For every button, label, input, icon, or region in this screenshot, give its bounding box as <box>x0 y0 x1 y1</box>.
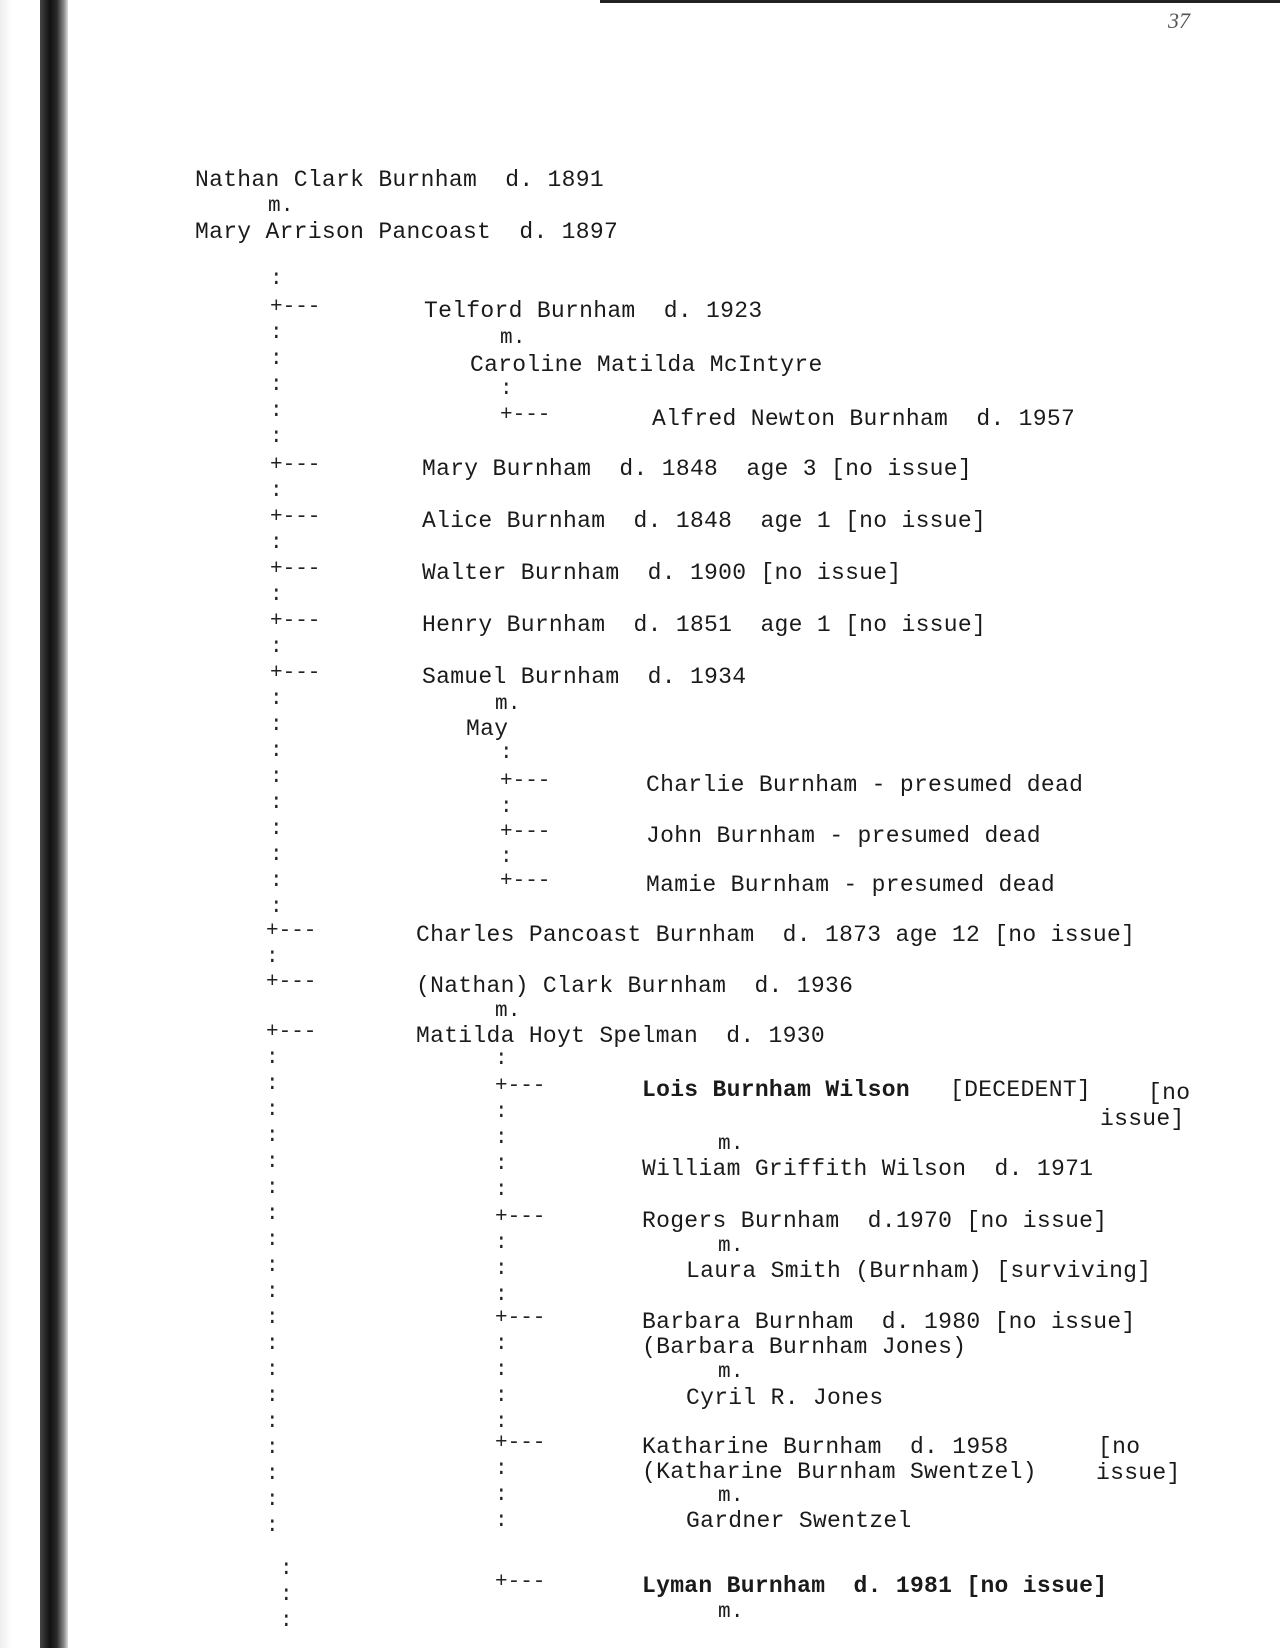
genealogy-entry: Gardner Swentzel <box>686 1508 912 1534</box>
tree-connector-dots: : <box>495 1359 508 1382</box>
tree-connector-dots: : <box>270 844 283 867</box>
genealogy-entry: Rogers Burnham d.1970 [no issue] <box>642 1208 1108 1234</box>
genealogy-entry: Nathan Clark Burnham d. 1891 <box>195 167 604 193</box>
genealogy-entry: Charles Pancoast Burnham d. 1873 age 12 [no issue] <box>416 922 1136 948</box>
genealogy-entry: [DECEDENT] <box>950 1077 1092 1103</box>
genealogy-entry: Mary Burnham d. 1848 age 3 [no issue] <box>422 456 972 482</box>
tree-connector-dots: : <box>495 1179 508 1202</box>
tree-connector-dots: : <box>495 1258 508 1281</box>
marriage-marker: m. <box>718 1361 744 1384</box>
tree-connector-dots: : <box>270 688 283 711</box>
tree-connector-dots: : <box>270 740 283 763</box>
tree-connector-dots: : <box>495 1153 508 1176</box>
marriage-marker: m. <box>718 1235 744 1258</box>
tree-connector-dots: : <box>270 480 283 503</box>
genealogy-entry: Henry Burnham d. 1851 age 1 [no issue] <box>422 612 987 638</box>
tree-connector-dots: : <box>266 1099 279 1122</box>
tree-connector-dots: : <box>270 766 283 789</box>
tree-connector-dots: : <box>280 1558 293 1581</box>
tree-connector-dots: : <box>266 1463 279 1486</box>
tree-connector-dots: : <box>266 946 279 969</box>
tree-branch: +--- <box>270 662 321 685</box>
tree-branch: +--- <box>266 920 317 943</box>
tree-connector-dots: : <box>266 1489 279 1512</box>
tree-connector-dots: : <box>266 1177 279 1200</box>
genealogy-entry: [no <box>1148 1080 1191 1106</box>
tree-connector-dots: : <box>270 426 283 449</box>
genealogy-entry: Alice Burnham d. 1848 age 1 [no issue] <box>422 508 987 534</box>
tree-connector-dots: : <box>270 532 283 555</box>
genealogy-entry: Walter Burnham d. 1900 [no issue] <box>422 560 902 586</box>
tree-connector-dots: : <box>266 1047 279 1070</box>
tree-connector-dots: : <box>495 1333 508 1356</box>
tree-connector-dots: : <box>500 846 513 869</box>
genealogy-entry: Matilda Hoyt Spelman d. 1930 <box>416 1023 825 1049</box>
tree-connector-dots: : <box>266 1437 279 1460</box>
tree-connector-dots: : <box>266 1125 279 1148</box>
tree-connector-dots: : <box>495 1484 508 1507</box>
tree-branch: +--- <box>270 506 321 529</box>
tree-connector-dots: : <box>266 1385 279 1408</box>
genealogy-entry: Laura Smith (Burnham) [surviving] <box>686 1258 1152 1284</box>
tree-connector-dots: : <box>266 1255 279 1278</box>
genealogy-entry: Alfred Newton Burnham d. 1957 <box>652 406 1076 432</box>
tree-connector-dots: : <box>270 792 283 815</box>
marriage-marker: m. <box>718 1485 744 1508</box>
tree-connector-dots: : <box>495 1510 508 1533</box>
tree-branch: +--- <box>266 971 317 994</box>
genealogy-entry: Charlie Burnham - presumed dead <box>646 772 1084 798</box>
tree-connector-dots: : <box>495 1458 508 1481</box>
marriage-marker: m. <box>718 1133 744 1156</box>
page-edge <box>0 0 12 1648</box>
tree-connector-dots: : <box>495 1232 508 1255</box>
genealogy-entry: issue] <box>1096 1460 1181 1486</box>
tree-connector-dots: : <box>266 1073 279 1096</box>
tree-connector-dots: : <box>270 636 283 659</box>
tree-connector-dots: : <box>280 1610 293 1633</box>
tree-connector-dots: : <box>270 714 283 737</box>
tree-connector-dots: : <box>266 1229 279 1252</box>
marriage-marker: m. <box>718 1601 744 1624</box>
tree-connector-dots: : <box>495 1385 508 1408</box>
binding-shadow <box>40 0 68 1648</box>
tree-branch: +--- <box>495 1307 546 1330</box>
tree-connector-dots: : <box>266 1203 279 1226</box>
tree-connector-dots: : <box>500 378 513 401</box>
tree-branch: +--- <box>495 1432 546 1455</box>
page-number: 37 <box>1168 8 1190 33</box>
tree-branch: +--- <box>270 296 321 319</box>
genealogy-entry: Caroline Matilda McIntyre <box>470 352 823 378</box>
tree-connector-dots: : <box>266 1281 279 1304</box>
tree-connector-dots: : <box>270 400 283 423</box>
tree-connector-dots: : <box>266 1151 279 1174</box>
tree-connector-dots: : <box>500 796 513 819</box>
tree-connector-dots: : <box>270 896 283 919</box>
genealogy-entry: Mary Arrison Pancoast d. 1897 <box>195 219 619 245</box>
tree-branch: +--- <box>495 1206 546 1229</box>
genealogy-entry: [no <box>1098 1434 1141 1460</box>
marriage-marker: m. <box>268 195 294 218</box>
tree-connector-dots: : <box>495 1101 508 1124</box>
genealogy-entry: (Katharine Burnham Swentzel) <box>642 1459 1037 1485</box>
tree-branch: +--- <box>495 1075 546 1098</box>
marriage-marker: m. <box>495 1000 521 1023</box>
genealogy-entry: Cyril R. Jones <box>686 1385 884 1411</box>
tree-connector-dots: : <box>270 584 283 607</box>
tree-branch: +--- <box>500 821 551 844</box>
tree-connector-dots: : <box>266 1359 279 1382</box>
tree-connector-dots: : <box>495 1284 508 1307</box>
tree-branch: +--- <box>500 404 551 427</box>
tree-connector-dots: : <box>266 1515 279 1538</box>
genealogy-entry: Samuel Burnham d. 1934 <box>422 664 747 690</box>
tree-connector-dots: : <box>500 742 513 765</box>
tree-connector-dots: : <box>495 1127 508 1150</box>
tree-connector-dots: : <box>270 870 283 893</box>
genealogy-entry: Barbara Burnham d. 1980 [no issue] <box>642 1309 1136 1335</box>
genealogy-entry: Lois Burnham Wilson <box>642 1077 910 1103</box>
tree-branch: +--- <box>266 1021 317 1044</box>
tree-connector-dots: : <box>270 348 283 371</box>
tree-connector-dots: : <box>270 374 283 397</box>
genealogy-entry: (Barbara Burnham Jones) <box>642 1334 967 1360</box>
genealogy-entry: May <box>466 716 509 742</box>
genealogy-entry: (Nathan) Clark Burnham d. 1936 <box>416 973 854 999</box>
tree-branch: +--- <box>270 454 321 477</box>
tree-connector-dots: : <box>266 1411 279 1434</box>
genealogy-entry: Katharine Burnham d. 1958 <box>642 1434 1009 1460</box>
tree-connector-dots: : <box>266 1333 279 1356</box>
genealogy-entry: Telford Burnham d. 1923 <box>424 298 763 324</box>
tree-branch: +--- <box>500 870 551 893</box>
marriage-marker: m. <box>495 693 521 716</box>
tree-connector-dots: : <box>270 268 283 291</box>
genealogy-entry: Mamie Burnham - presumed dead <box>646 872 1055 898</box>
marriage-marker: m. <box>500 327 526 350</box>
tree-branch: +--- <box>270 558 321 581</box>
tree-connector-dots: : <box>270 322 283 345</box>
tree-connector-dots: : <box>495 1411 508 1434</box>
genealogy-entry: William Griffith Wilson d. 1971 <box>642 1156 1094 1182</box>
tree-connector-dots: : <box>280 1584 293 1607</box>
tree-connector-dots: : <box>270 818 283 841</box>
tree-branch: +--- <box>270 610 321 633</box>
tree-connector-dots: : <box>266 1307 279 1330</box>
tree-branch: +--- <box>500 770 551 793</box>
genealogy-entry: Lyman Burnham d. 1981 [no issue] <box>642 1573 1108 1599</box>
tree-branch: +--- <box>495 1571 546 1594</box>
genealogy-entry: John Burnham - presumed dead <box>646 823 1041 849</box>
tree-connector-dots: : <box>495 1048 508 1071</box>
genealogy-entry: issue] <box>1100 1106 1185 1132</box>
top-scan-edge <box>600 0 1280 3</box>
